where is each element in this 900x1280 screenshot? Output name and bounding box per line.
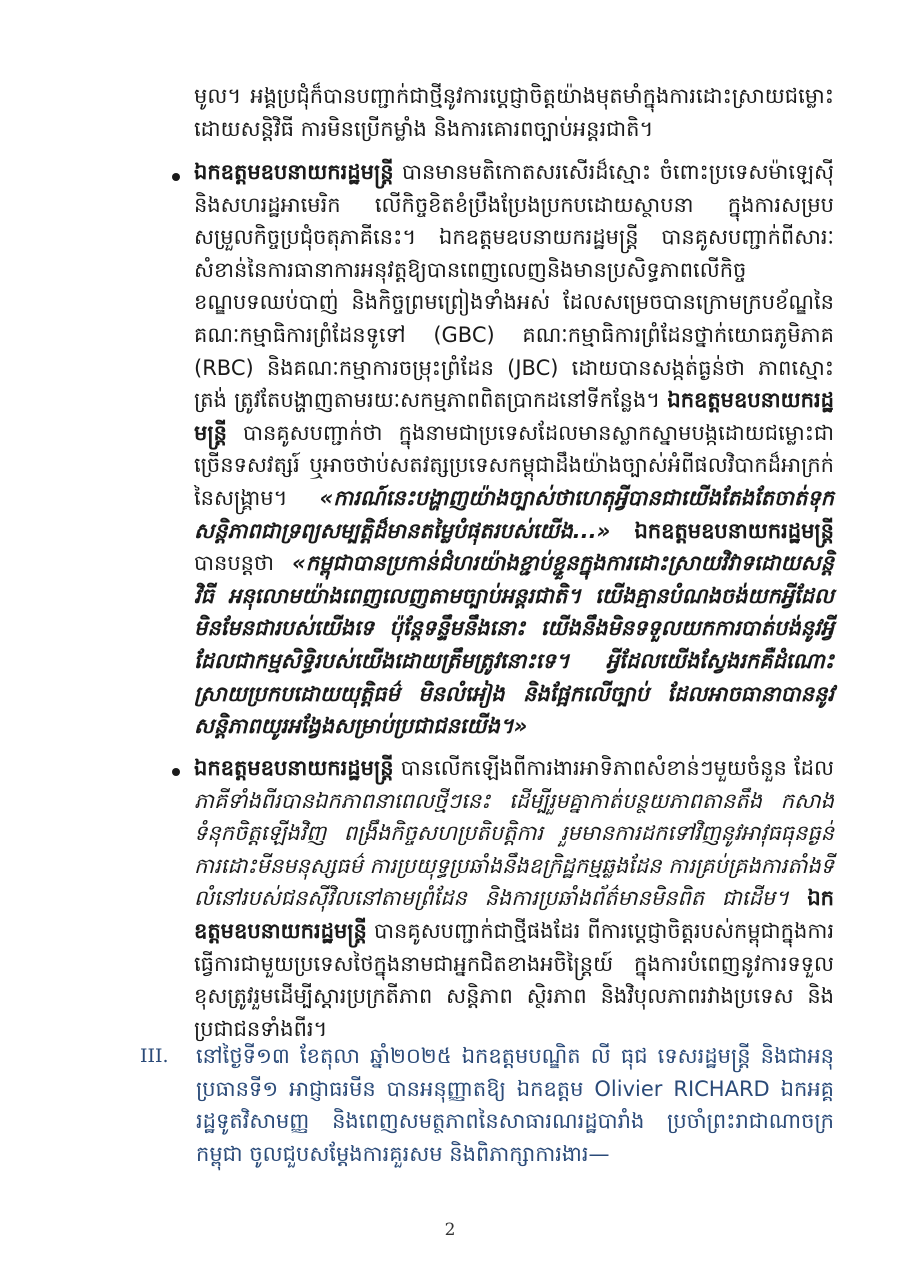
paragraph-text: បានមានមតិកោតសរសើរដ៏ស្មោះ ចំពោះប្រទេសម៉ាឡេស៊ីនិងសហរដ្ឋអាមេរិក លើកិច្ចខិតខំប្រឹងប្រែងប្រកបដោយស្ថាបនា ក្នុងការសម្របសម្រួលកិច្ចប្រជុំចតុភាគីនេះ។ ឯកឧត្តមឧបនាយករដ្ឋមន្ត្រី បានគូសបញ្ជាក់ពីសារៈសំខាន់នៃការធានាការអនុវត្តឱ្យបានពេញលេញនិងមានប្រសិទ្ធភាពលើកិច្ចខណ្ឌបទឈប់បាញ់ និងកិច្ចព្រមព្រៀងទាំងអស់ ដែលសម្រេចបានក្រោមក្របខ័ណ្ឌនៃគណៈកម្មាធិការព្រំដែនទូទៅ (GBC) គណៈកម្មាធិការព្រំដែនថ្នាក់យោធភូមិភាគ (RBC) និងគណៈកម្មាការចម្រុះព្រំដែន (JBC) ដោយបានសង្កត់ធ្ងន់ថា ភាពស្មោះត្រង់ ត្រូវតែបង្ហាញតាមរយៈសកម្មភាពពិតប្រាកដនៅទីកន្លែង។ (194, 160, 834, 413)
section-text: នៅថ្ងៃទី១៣ ខែតុលា ឆ្នាំ២០២៥ ឯកឧត្តមបណ្ឌិត លី ធុជ ទេសរដ្ឋមន្ត្រី និងជាអនុប្រធានទី១ អាជ្ញាធរមីន បានអនុញ្ញាតឱ្យ ឯកឧត្តម Olivier RICHARD ឯកអគ្គរដ្ឋទូតវិសាមញ្ញ និងពេញសមត្ថភាពនៃសាធារណរដ្ឋបារាំង ប្រចាំព្រះរាជាណាចក្រកម្ពុជា ចូលជួបសម្តែងការគួរសម និងពិភាក្សាការងារ— (196, 1044, 834, 1166)
speaker-title: ឯកឧត្តមឧបនាយករដ្ឋមន្ត្រី (194, 756, 394, 780)
section-number: III. (140, 1045, 169, 1067)
quote-text: «ការណ៍នេះបង្ហាញយ៉ាងច្បាស់ថាហេតុអ្វីបានជាយើងតែងតែចាត់ទុកសន្តិភាពជាទ្រព្យសម្បត្តិដ៏មានតម្លៃបំផុតរបស់យើង...» (194, 485, 834, 543)
paragraph-text: បានលើកឡើងពីការងារអាទិភាពសំខាន់ៗមួយចំនួន ដែល (393, 756, 834, 780)
paragraph-text: បានគូសបញ្ជាក់ជាថ្មីផងដែរ ពីការប្តេជ្ញាចិត្តរបស់កម្ពុជាក្នុងការធ្វើការជាមួយប្រទេសថៃក្នុងនាមជាអ្នកជិតខាងអចិន្ត្រៃយ៍ ក្នុងការបំពេញនូវការទទួលខុសត្រូវរួមដើម្បីស្តារប្រក្រតីភាព សន្តិភាព ស្ថិរភាព និងវិបុលភាពរវាងប្រទេស និងប្រជាជនទាំងពីរ។ (194, 918, 834, 1041)
speaker-title: ឯកឧត្តមឧបនាយករដ្ឋមន្ត្រី (610, 518, 834, 543)
page-number: 2 (444, 1220, 456, 1240)
paragraph-text: មូល។ អង្គប្រជុំក៏បានបញ្ជាក់ជាថ្មីនូវការប្តេជ្ញាចិត្តយ៉ាងមុតមាំក្នុងការដោះស្រាយជម្លោះដោយសន្តិវិធី ការមិនប្រើកម្លាំង និងការគោរពច្បាប់អន្តរជាតិ។ (194, 84, 834, 141)
paragraph-continuation (194, 80, 834, 145)
italic-text: ភាគីទាំងពីរបានឯកភាពនាពេលថ្មីៗនេះ ដើម្បីរួមគ្នាកាត់បន្ថយភាពតានតឹង កសាងទំនុកចិត្តឡើងវិញ ពង្រឹងកិច្ចសហប្រតិបត្តិការ រួមមានការដកទៅវិញនូវអាវុធធុនធ្ងន់ ការដោះមីនមនុស្សធម៌ ការប្រយុទ្ធប្រឆាំងនឹងឧក្រិដ្ឋកម្មឆ្លងដែន ការគ្រប់គ្រងការតាំងទីលំនៅរបស់ជនស៊ីវិលនៅតាមព្រំដែន និងការប្រឆាំងព័ត៌មានមិនពិត ជាដើម។ (194, 788, 834, 911)
speaker-title: ឯកឧត្តមឧបនាយករដ្ឋមន្ត្រី (194, 388, 834, 445)
speaker-title: ឯកឧត្តមឧបនាយករដ្ឋមន្ត្រី (194, 886, 834, 943)
paragraph-text: បានបន្តថា (194, 551, 293, 576)
speaker-title: ឯកឧត្តមឧបនាយករដ្ឋមន្ត្រី (194, 160, 394, 184)
bullet-paragraph-1 (194, 156, 834, 743)
quote-text: «កម្ពុជាបានប្រកាន់ជំហរយ៉ាងខ្ជាប់ខ្ជួនក្នុងការដោះស្រាយវិវាទដោយសន្តិវិធី អនុលោមយ៉ាងពេញលេញតាមច្បាប់អន្តរជាតិ។ យើងគ្មានបំណងចង់យកអ្វីដែលមិនមែនជារបស់យើងទេ ប៉ុន្តែទន្ទឹមនឹងនោះ យើងនឹងមិនទទួលយកការបាត់បង់នូវអ្វីដែលជាកម្មសិទ្ធិរបស់យើងដោយត្រឹមត្រូវនោះទេ។ អ្វីដែលយើងស្វែងរកគឺដំណោះស្រាយប្រកបដោយយុត្តិធម៌ មិនលំអៀង និងផ្អែកលើច្បាប់ ដែលអាចធានាបាននូវសន្តិភាពយូរអង្វែងសម្រាប់ប្រជាជនយើង។» (194, 551, 834, 739)
bullet-paragraph-2 (194, 752, 834, 1045)
paragraph-text: បានគូសបញ្ជាក់ថា ក្នុងនាមជាប្រទេសដែលមានស្លាកស្នាមបង្កដោយជម្លោះជាច្រើនទសវត្សរ៍ ឬអាចថាប់សតវត្សប្រទេសកម្ពុជាដឹងយ៉ាងច្បាស់អំពីផលវិបាកដ៏អាក្រក់នៃសង្គ្រាម។ (194, 420, 834, 510)
bullet-point (172, 768, 180, 776)
bullet-point (172, 173, 180, 181)
